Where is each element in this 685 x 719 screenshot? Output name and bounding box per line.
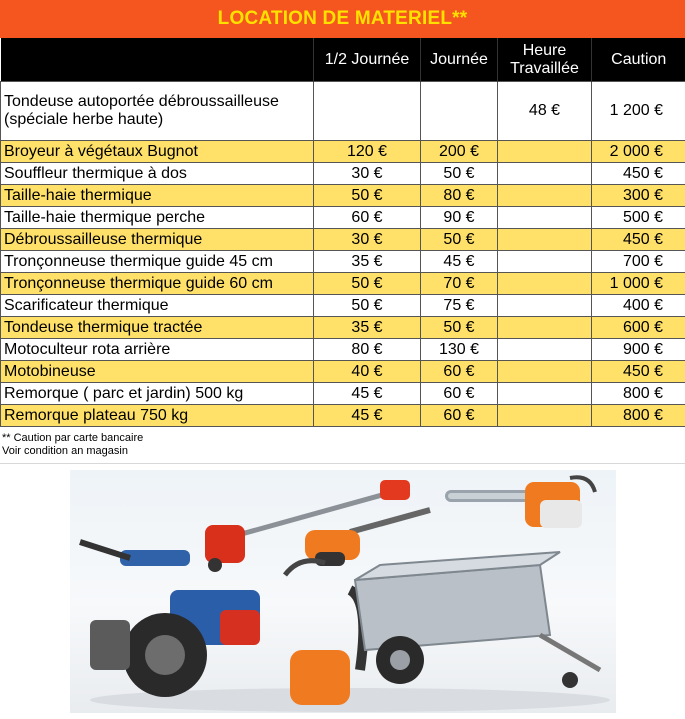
half-day-price: 80 €: [314, 339, 421, 361]
column-header-deposit: Caution: [592, 38, 685, 82]
item-name: Motobineuse: [1, 361, 314, 383]
day-price: 50 €: [421, 229, 498, 251]
hour-price: [498, 229, 592, 251]
half-day-price: 30 €: [314, 229, 421, 251]
deposit: 450 €: [592, 361, 685, 383]
table-row: [1, 185, 685, 207]
table-header-row: [1, 38, 685, 82]
item-name: Tronçonneuse thermique guide 45 cm: [1, 251, 314, 273]
column-header-item: [1, 38, 314, 82]
day-price: 75 €: [421, 295, 498, 317]
deposit: 1 200 €: [592, 82, 685, 141]
hour-price: [498, 361, 592, 383]
item-name: Taille-haie thermique perche: [1, 207, 314, 229]
deposit: 900 €: [592, 339, 685, 361]
item-name: Tondeuse thermique tractée: [1, 317, 314, 339]
deposit: 800 €: [592, 383, 685, 405]
half-day-price: 50 €: [314, 295, 421, 317]
column-header-half-day: 1/2 Journée: [314, 38, 421, 82]
hour-price: [498, 273, 592, 295]
item-name: Tondeuse autoportée débroussailleuse (spéciale herbe haute): [1, 82, 314, 141]
hour-price: [498, 207, 592, 229]
item-name: Taille-haie thermique: [1, 185, 314, 207]
table-row: [1, 339, 685, 361]
footnote-deposit: ** Caution par carte bancaire: [2, 432, 144, 444]
deposit: 600 €: [592, 317, 685, 339]
table-row: [1, 251, 685, 273]
hour-price: [498, 163, 592, 185]
deposit: 500 €: [592, 207, 685, 229]
day-price: 60 €: [421, 383, 498, 405]
hour-price: [498, 317, 592, 339]
footnote-conditions: Voir condition an magasin: [2, 445, 128, 457]
page-title: LOCATION DE MATERIEL**: [0, 0, 685, 38]
day-price: 130 €: [421, 339, 498, 361]
item-name: Débroussailleuse thermique: [1, 229, 314, 251]
table-row: [1, 229, 685, 251]
item-name: Souffleur thermique à dos: [1, 163, 314, 185]
day-price: [421, 82, 498, 141]
half-day-price: 50 €: [314, 273, 421, 295]
day-price: 80 €: [421, 185, 498, 207]
hour-price: [498, 339, 592, 361]
table-row: [1, 141, 685, 163]
deposit: 450 €: [592, 229, 685, 251]
deposit: 1 000 €: [592, 273, 685, 295]
hour-price: [498, 405, 592, 427]
half-day-price: 60 €: [314, 207, 421, 229]
day-price: 50 €: [421, 317, 498, 339]
equipment-photo: [70, 470, 616, 713]
table-row: [1, 82, 685, 141]
deposit: 450 €: [592, 163, 685, 185]
trailer-image: [355, 552, 600, 688]
half-day-price: 120 €: [314, 141, 421, 163]
table-row: [1, 295, 685, 317]
hour-price: [498, 185, 592, 207]
day-price: 90 €: [421, 207, 498, 229]
day-price: 200 €: [421, 141, 498, 163]
column-header-day: Journée: [421, 38, 498, 82]
half-day-price: 30 €: [314, 163, 421, 185]
footnotes: [2, 432, 143, 458]
item-name: Remorque ( parc et jardin) 500 kg: [1, 383, 314, 405]
deposit: 400 €: [592, 295, 685, 317]
table-row: [1, 405, 685, 427]
half-day-price: 35 €: [314, 251, 421, 273]
day-price: 60 €: [421, 405, 498, 427]
blower-image: [290, 590, 363, 705]
chainsaw-image: [445, 477, 595, 528]
deposit: 2 000 €: [592, 141, 685, 163]
table-row: [1, 317, 685, 339]
deposit: 800 €: [592, 405, 685, 427]
half-day-price: 45 €: [314, 405, 421, 427]
item-name: Tronçonneuse thermique guide 60 cm: [1, 273, 314, 295]
item-name: Scarificateur thermique: [1, 295, 314, 317]
table-row: [1, 207, 685, 229]
half-day-price: 45 €: [314, 383, 421, 405]
deposit: 700 €: [592, 251, 685, 273]
half-day-price: 40 €: [314, 361, 421, 383]
tiller-image: [80, 542, 260, 697]
table-row: [1, 273, 685, 295]
day-price: 60 €: [421, 361, 498, 383]
item-name: Motoculteur rota arrière: [1, 339, 314, 361]
day-price: 50 €: [421, 163, 498, 185]
deposit: 300 €: [592, 185, 685, 207]
half-day-price: 50 €: [314, 185, 421, 207]
item-name: Remorque plateau 750 kg: [1, 405, 314, 427]
hour-price: [498, 251, 592, 273]
hour-price: [498, 295, 592, 317]
hour-price: 48 €: [498, 82, 592, 141]
half-day-price: 35 €: [314, 317, 421, 339]
table-row: [1, 383, 685, 405]
day-price: 45 €: [421, 251, 498, 273]
equipment-illustration: [70, 470, 616, 713]
divider: [0, 463, 685, 464]
table-row: [1, 361, 685, 383]
item-name: Broyeur à végétaux Bugnot: [1, 141, 314, 163]
half-day-price: [314, 82, 421, 141]
day-price: 70 €: [421, 273, 498, 295]
column-header-hour: Heure Travaillée: [498, 38, 592, 82]
hour-price: [498, 383, 592, 405]
table-row: [1, 163, 685, 185]
rental-price-table: [0, 38, 685, 427]
hour-price: [498, 141, 592, 163]
